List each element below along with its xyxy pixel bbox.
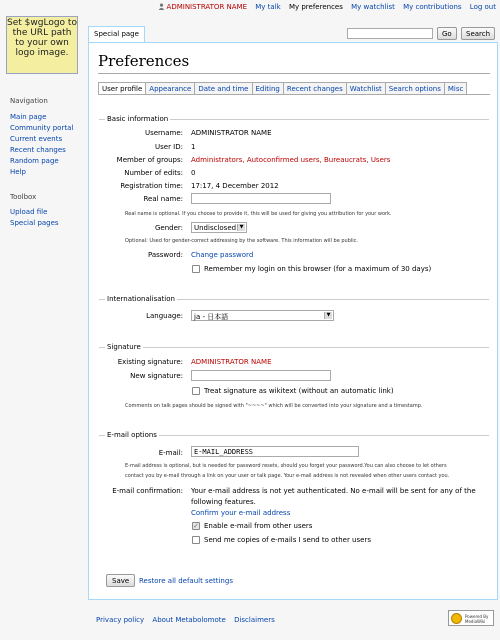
signature-legend: Signature [107, 343, 141, 351]
signature-fieldset [99, 347, 489, 348]
my-watchlist-link[interactable]: My watchlist [351, 3, 395, 11]
gender-selected-value: Undisclosed [194, 224, 237, 232]
email-label: E-mail: [158, 449, 183, 457]
powered-by-mediawiki-badge[interactable] [448, 610, 494, 626]
sidebar-item-main-page[interactable]: Main page [10, 113, 47, 121]
realname-label: Real name: [143, 195, 183, 203]
wikitext-signature-checkbox[interactable] [192, 387, 200, 395]
intl-legend: Internationalisation [107, 295, 175, 303]
gender-note: Optional: Used for gender-correct addressing by the software. This information will be public. [125, 238, 358, 244]
title-divider [98, 73, 490, 74]
sidebar-item-community-portal[interactable]: Community portal [10, 124, 74, 132]
basic-info-legend: Basic information [107, 115, 169, 123]
email-confirmation-label: E-mail confirmation: [112, 487, 183, 495]
email-legend: E-mail options [107, 431, 157, 439]
gender-select[interactable] [191, 222, 247, 233]
change-password-link[interactable]: Change password [191, 251, 254, 259]
navigation-heading: Navigation [10, 97, 48, 105]
tabs-baseline [98, 94, 490, 95]
userid-value: 1 [191, 143, 196, 151]
signature-note: Comments on talk pages should be signed with "~~~~" which will be converted into your signature and a timestamp. [125, 403, 423, 409]
new-signature-input[interactable] [191, 370, 331, 381]
my-talk-link[interactable]: My talk [255, 3, 281, 11]
email-copies-checkbox[interactable] [192, 536, 200, 544]
existing-signature-value[interactable]: ADMINISTRATOR NAME [191, 358, 272, 366]
sidebar-item-help[interactable]: Help [10, 168, 26, 176]
language-label: Language: [146, 312, 183, 320]
email-copies-label: Send me copies of e-mails I send to other users [204, 536, 371, 544]
username-label: Username: [144, 129, 183, 137]
email-input[interactable] [191, 446, 359, 457]
new-signature-label: New signature: [130, 372, 183, 380]
personal-tools [152, 3, 496, 11]
groups-links[interactable]: Administrators, Autoconfirmed users, Bureaucrats, Users [191, 156, 391, 164]
about-link[interactable]: About Metabolomote [152, 616, 226, 624]
language-select[interactable] [191, 310, 334, 321]
tab-special-page[interactable]: Special page [88, 26, 145, 42]
edits-label: Number of edits: [124, 169, 183, 177]
username-value: ADMINISTRATOR NAME [191, 129, 272, 137]
sidebar-item-special-pages[interactable]: Special pages [10, 219, 59, 227]
email-confirmation-text1: Your e-mail address is not yet authenticated. No e-mail will be sent for any of the [191, 487, 476, 495]
user-page-link[interactable]: ADMINISTRATOR NAME [158, 3, 250, 11]
footer-links [96, 616, 281, 624]
language-selected-value: ja - 日本語 [194, 313, 229, 321]
password-label: Password: [147, 251, 183, 259]
gender-label: Gender: [154, 224, 183, 232]
disclaimers-link[interactable]: Disclaimers [234, 616, 275, 624]
log-out-link[interactable]: Log out [469, 3, 496, 11]
badge-text: Powered By MediaWiki [465, 614, 489, 624]
email-note-line1: E-mail address is optional, but is needed for password resets, should you forget your password.You can also choose to let others [125, 463, 447, 469]
realname-note: Real name is optional. If you choose to provide it, this will be used for giving you attribution for your work. [125, 211, 392, 217]
sidebar-item-random-page[interactable]: Random page [10, 157, 59, 165]
chevron-down-icon: ▼ [237, 224, 245, 231]
page-title: Preferences [98, 52, 190, 70]
userid-label: User ID: [155, 143, 183, 151]
enable-email-label: Enable e-mail from other users [204, 522, 313, 530]
toolbox-list [10, 207, 59, 229]
remember-login-label: Remember my login on this browser (for a maximum of 30 days) [204, 265, 432, 273]
tab-recent-changes[interactable]: Recent changes [284, 82, 347, 95]
user-icon [158, 3, 165, 10]
existing-signature-label: Existing signature: [117, 358, 183, 366]
tab-misc[interactable]: Misc [445, 82, 467, 95]
enable-email-checkbox[interactable]: ✓ [193, 522, 199, 530]
save-button[interactable]: Save [106, 574, 135, 587]
remember-login-checkbox[interactable] [192, 265, 200, 273]
navigation-list [10, 112, 73, 178]
toolbox-heading: Toolbox [10, 193, 37, 201]
my-contributions-link[interactable]: My contributions [403, 3, 462, 11]
edits-value: 0 [191, 169, 196, 177]
sidebar-item-recent-changes[interactable]: Recent changes [10, 146, 66, 154]
my-preferences-link[interactable]: My preferences [288, 3, 343, 11]
sidebar-item-upload-file[interactable]: Upload file [10, 208, 48, 216]
tab-watchlist[interactable]: Watchlist [347, 82, 386, 95]
regtime-value: 17:17, 4 December 2012 [191, 182, 279, 190]
chevron-down-icon: ▼ [324, 312, 332, 319]
mediawiki-flower-icon [451, 613, 462, 624]
go-button[interactable]: Go [437, 27, 457, 40]
tab-user-profile[interactable]: User profile [98, 82, 146, 95]
tab-date-and-time[interactable]: Date and time [195, 82, 252, 95]
wikitext-signature-label: Treat signature as wikitext (without an automatic link) [204, 387, 394, 395]
search-input[interactable] [347, 28, 433, 39]
sidebar-item-current-events[interactable]: Current events [10, 135, 63, 143]
search-button[interactable]: Search [461, 27, 495, 40]
realname-input[interactable] [191, 193, 331, 204]
restore-defaults-link[interactable]: Restore all default settings [139, 577, 233, 585]
regtime-label: Registration time: [120, 182, 183, 190]
groups-label: Member of groups: [116, 156, 183, 164]
confirm-email-link[interactable]: Confirm your e-mail address [191, 509, 291, 517]
tab-search-options[interactable]: Search options [386, 82, 445, 95]
email-confirmation-text2: following features. [191, 498, 256, 506]
content-area [88, 42, 498, 600]
tab-editing[interactable]: Editing [253, 82, 284, 95]
site-logo[interactable]: Set $wgLogo to the URL path to your own logo image. [6, 16, 78, 74]
email-note-line2: contact you by e-mail through a link on your user or talk page. Your e-mail address is not revealed when other users contact you. [125, 473, 450, 479]
tab-appearance[interactable]: Appearance [146, 82, 195, 95]
privacy-policy-link[interactable]: Privacy policy [96, 616, 145, 624]
